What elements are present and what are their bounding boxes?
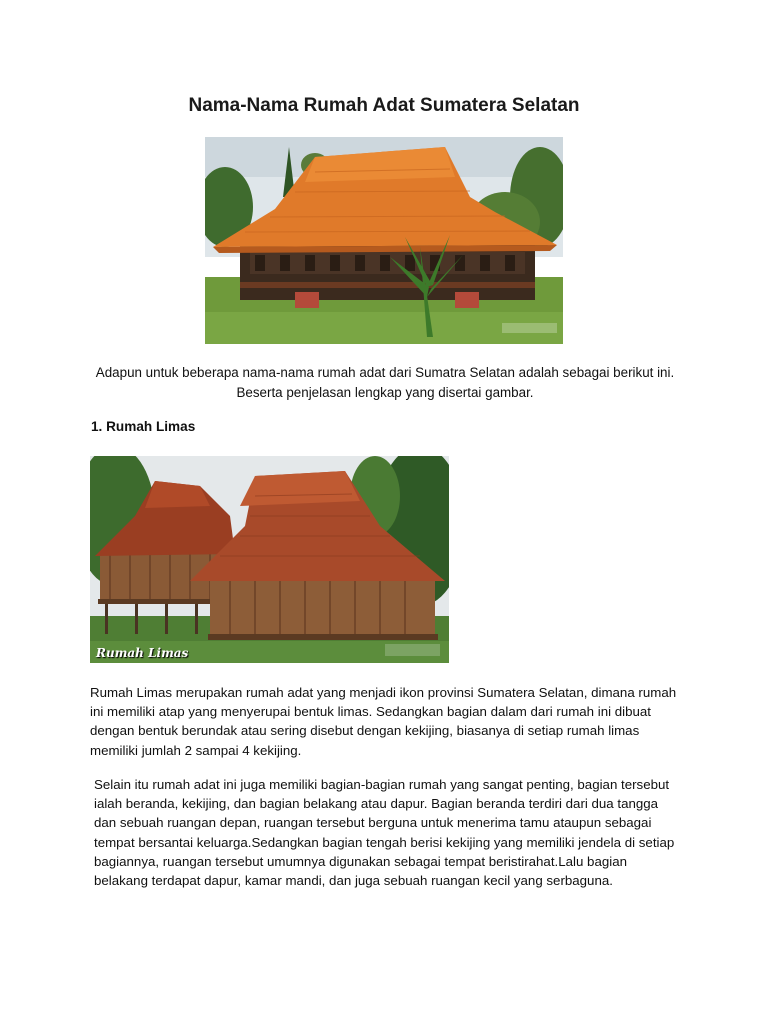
intro-paragraph: Adapun untuk beberapa nama-nama rumah adat dari Sumatra Selatan adalah sebagai berikut ini. Beserta penjelasan lengkap yang disertai gambar. [95,365,675,400]
body-paragraph [90,683,680,760]
photo-caption: Rumah Limas [96,646,189,660]
section-heading: 1. Rumah Limas [91,419,196,434]
paragraph-text: Selain itu rumah adat ini juga memiliki bagian-bagian rumah yang sangat penting, bagian tersebut ialah beranda, kekijing, dan bagian belakang atau dapur. Bagian beranda terdiri dari dua tangga dan sebuah ruangan depan, ruangan tersebut berguna untuk menerima tamu ataupun sebagai tempat bersantai keluarga.Sedangkan bagian tengah berisi kekijing yang memiliki jendela di setiap bagiannya, ruangan tersebut umumnya digunakan sebagai tempat beristirahat.Lalu bagian belakang terdapat dapur, kamar mandi, dan juga sebuah ruangan kecil yang serbaguna. [94,777,675,889]
body-paragraph [90,775,680,890]
house-orange-roof-illustration [205,137,563,344]
page-title: Nama-Nama Rumah Adat Sumatera Selatan [188,95,580,116]
paragraph-text: Rumah Limas merupakan rumah adat yang menjadi ikon provinsi Sumatera Selatan, dimana rumah ini memiliki atap yang menyerupai bentuk limas. Sedangkan bagian dalam dari rumah ini dibuat dengan bentuk berundak atau sering disebut dengan kekijing, biasanya di setiap rumah limas memiliki jumlah 2 sampai 4 kekijing. [90,685,677,758]
rumah-limas-photo [90,456,449,663]
rumah-limas-illustration [90,456,449,663]
rumah-adat-photo [205,137,563,344]
